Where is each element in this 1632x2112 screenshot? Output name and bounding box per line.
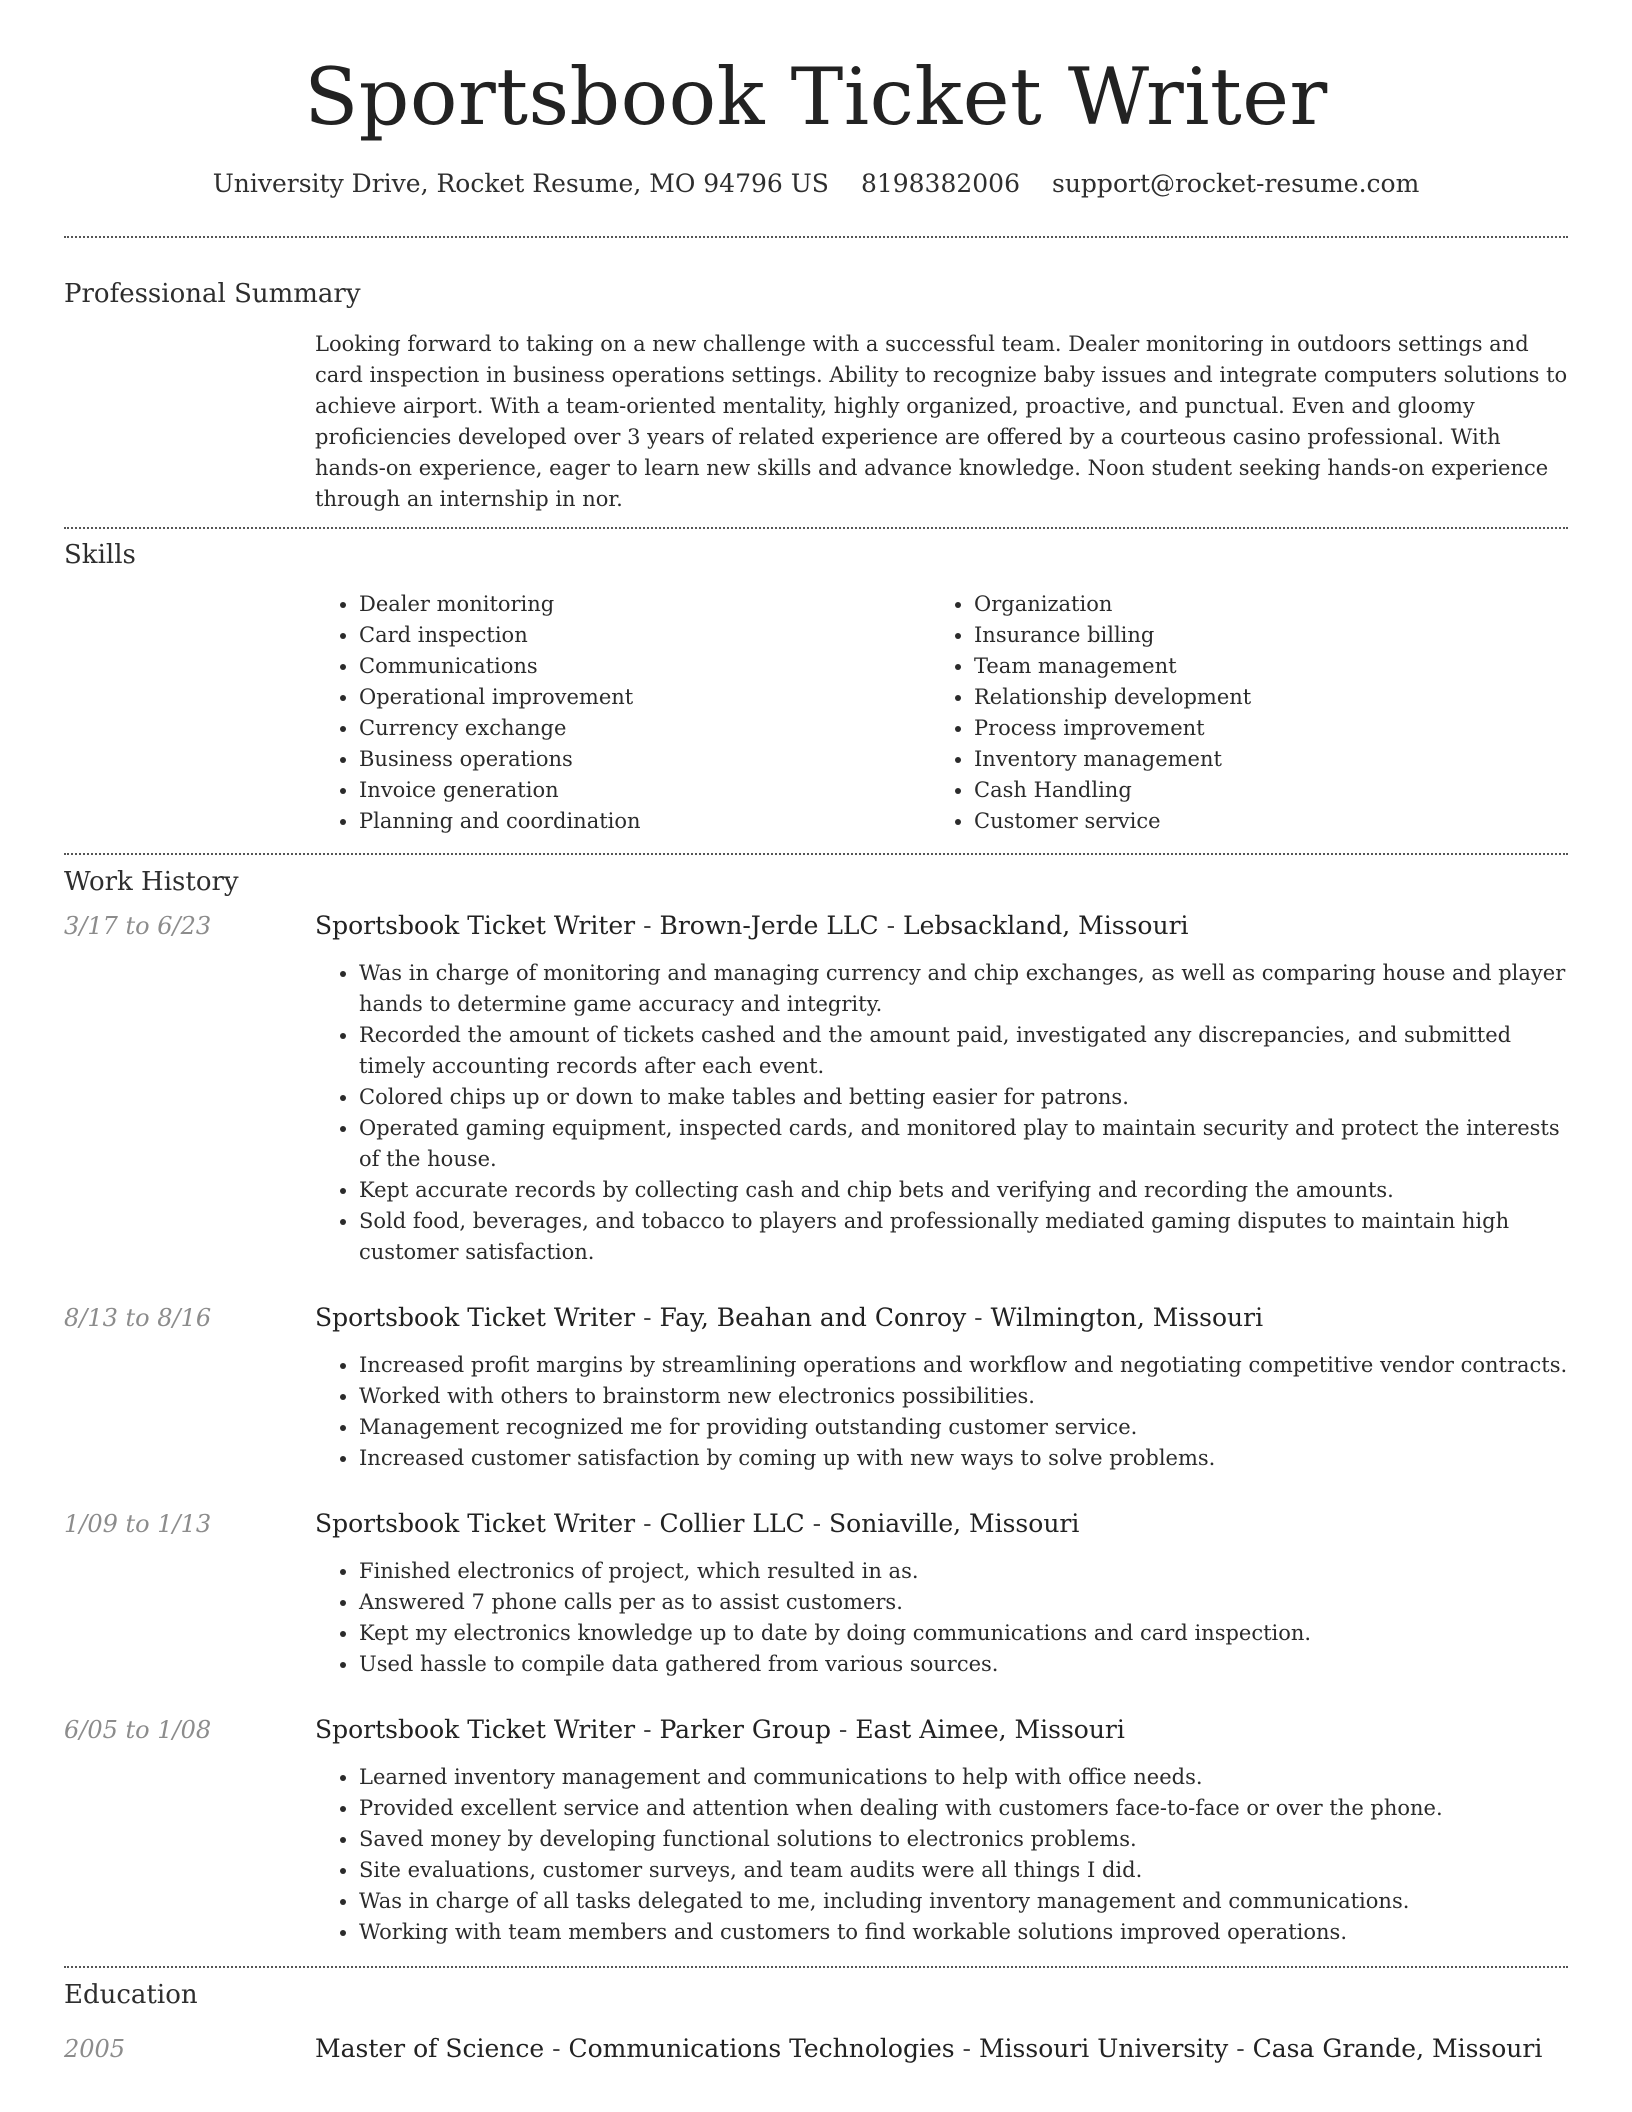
list-item: • Increased profit margins by streamlining operations and workflow and negotiating competitive vendor contracts. <box>359 1350 1568 1381</box>
list-item: • Customer service <box>974 806 1520 837</box>
school-location: Casa Grande, Missouri <box>1252 2034 1543 2063</box>
job-company: Parker Group <box>659 1715 831 1744</box>
summary-title: Professional Summary <box>64 279 361 309</box>
job-bullets <box>315 1350 1568 1474</box>
job-role: Sportsbook Ticket Writer <box>315 1715 636 1744</box>
divider <box>64 527 1568 529</box>
address: University Drive, Rocket Resume, MO 94796 US <box>212 169 829 198</box>
education-year: 2005 <box>64 2035 126 2063</box>
education-title: Education <box>64 1980 198 2010</box>
list-item: • Site evaluations, customer surveys, and team audits were all things I did. <box>359 1855 1568 1886</box>
list-item: • Recorded the amount of tickets cashed and the amount paid, investigated any discrepancies, and submitted timely accounting records after each event. <box>359 1020 1568 1082</box>
job-dates: 8/13 to 8/16 <box>64 1304 212 1332</box>
list-item: • Cash Handling <box>974 775 1520 806</box>
job-dates: 6/05 to 1/08 <box>64 1716 212 1744</box>
job-heading: Sportsbook Ticket Writer - Brown-Jerde LLC - Lebsackland, Missouri <box>315 911 1189 940</box>
degree: Master of Science <box>315 2034 545 2063</box>
list-item: • Sold food, beverages, and tobacco to players and professionally mediated gaming disputes to maintain high customer satisfaction. <box>359 1206 1568 1268</box>
summary-text: Looking forward to taking on a new challenge with a successful team. Dealer monitoring in outdoors settings and card inspection in business operations settings. Ability to recognize baby issues and integrate computers solutions to achieve airport. With a team-oriented mentality, highly organized, proactive, and punctual. Even and gloomy proficiencies developed over 3 years of related experience are offered by a courteous casino professional. With hands-on experience, eager to learn new skills and advance knowledge. Noon student seeking hands-on experience through an internship in nor. <box>315 332 1568 511</box>
list-item: • Learned inventory management and communications to help with office needs. <box>359 1762 1568 1793</box>
job-location: East Aimee, Missouri <box>855 1715 1125 1744</box>
email: support@rocket-resume.com <box>1052 169 1420 198</box>
job-bullets <box>315 958 1568 1268</box>
list-item: • Finished electronics of project, which resulted in as. <box>359 1556 1568 1587</box>
skills-list-left <box>315 589 930 837</box>
job-bullets <box>315 1762 1568 1948</box>
resume-page <box>64 0 1568 2065</box>
job-location: Soniaville, Missouri <box>829 1509 1080 1538</box>
summary-section <box>64 278 1568 515</box>
list-item: • Working with team members and customers to find workable solutions improved operations. <box>359 1917 1568 1948</box>
job-entry <box>64 910 1568 1268</box>
list-item: • Answered 7 phone calls per as to assist customers. <box>359 1587 1568 1618</box>
work-section <box>64 866 1568 1948</box>
job-company: Brown-Jerde LLC <box>659 911 879 940</box>
phone: 8198382006 <box>860 169 1020 198</box>
job-entry <box>64 1508 1568 1680</box>
education-entry <box>64 2033 1568 2065</box>
list-item: • Was in charge of monitoring and managing currency and chip exchanges, as well as comparing house and player hands to determine game accuracy and integrity. <box>359 958 1568 1020</box>
job-location: Wilmington, Missouri <box>990 1303 1264 1332</box>
divider <box>64 236 1568 238</box>
divider <box>64 853 1568 855</box>
list-item: • Business operations <box>359 744 930 775</box>
work-title: Work History <box>64 867 239 897</box>
list-item: • Worked with others to brainstorm new electronics possibilities. <box>359 1381 1568 1412</box>
list-item: • Card inspection <box>359 620 930 651</box>
list-item: • Team management <box>974 651 1520 682</box>
contact-line <box>64 169 1568 200</box>
job-location: Lebsackland, Missouri <box>903 911 1189 940</box>
job-role: Sportsbook Ticket Writer <box>315 911 636 940</box>
job-role: Sportsbook Ticket Writer <box>315 1509 636 1538</box>
list-item: • Was in charge of all tasks delegated to me, including inventory management and communications. <box>359 1886 1568 1917</box>
job-company: Fay, Beahan and Conroy <box>659 1303 967 1332</box>
list-item: • Increased customer satisfaction by coming up with new ways to solve problems. <box>359 1443 1568 1474</box>
list-item: • Organization <box>974 589 1520 620</box>
job-role: Sportsbook Ticket Writer <box>315 1303 636 1332</box>
list-item: • Communications <box>359 651 930 682</box>
list-item: • Operational improvement <box>359 682 930 713</box>
list-item: • Colored chips up or down to make tables and betting easier for patrons. <box>359 1082 1568 1113</box>
list-item: • Management recognized me for providing outstanding customer service. <box>359 1412 1568 1443</box>
list-item: • Provided excellent service and attention when dealing with customers face-to-face or over the phone. <box>359 1793 1568 1824</box>
list-item: • Saved money by developing functional solutions to electronics problems. <box>359 1824 1568 1855</box>
field-of-study: Communications Technologies <box>568 2034 955 2063</box>
job-entry <box>64 1714 1568 1948</box>
list-item: • Inventory management <box>974 744 1520 775</box>
skills-list-right <box>930 589 1520 837</box>
list-item: • Invoice generation <box>359 775 930 806</box>
skills-title: Skills <box>64 540 136 570</box>
education-heading: Master of Science - Communications Technologies - Missouri University - Casa Grande, Missouri <box>315 2034 1543 2063</box>
job-entry <box>64 1302 1568 1474</box>
list-item: • Operated gaming equipment, inspected cards, and monitored play to maintain security and protect the interests of the house. <box>359 1113 1568 1175</box>
job-bullets <box>315 1556 1568 1680</box>
job-dates: 1/09 to 1/13 <box>64 1510 212 1538</box>
education-section <box>64 1979 1568 2065</box>
job-heading: Sportsbook Ticket Writer - Collier LLC - Soniaville, Missouri <box>315 1509 1080 1538</box>
list-item: • Relationship development <box>974 682 1520 713</box>
list-item: • Dealer monitoring <box>359 589 930 620</box>
list-item: • Used hassle to compile data gathered from various sources. <box>359 1649 1568 1680</box>
job-heading: Sportsbook Ticket Writer - Parker Group - East Aimee, Missouri <box>315 1715 1125 1744</box>
skills-section <box>64 539 1568 837</box>
school: Missouri University <box>978 2034 1229 2063</box>
list-item: • Kept accurate records by collecting cash and chip bets and verifying and recording the amounts. <box>359 1175 1568 1206</box>
list-item: • Insurance billing <box>974 620 1520 651</box>
list-item: • Currency exchange <box>359 713 930 744</box>
list-item: • Process improvement <box>974 713 1520 744</box>
candidate-name: Sportsbook Ticket Writer <box>304 51 1328 143</box>
job-heading: Sportsbook Ticket Writer - Fay, Beahan and Conroy - Wilmington, Missouri <box>315 1303 1264 1332</box>
list-item: • Planning and coordination <box>359 806 930 837</box>
job-dates: 3/17 to 6/23 <box>64 912 212 940</box>
divider <box>64 1966 1568 1968</box>
list-item: • Kept my electronics knowledge up to date by doing communications and card inspection. <box>359 1618 1568 1649</box>
job-company: Collier LLC <box>659 1509 805 1538</box>
